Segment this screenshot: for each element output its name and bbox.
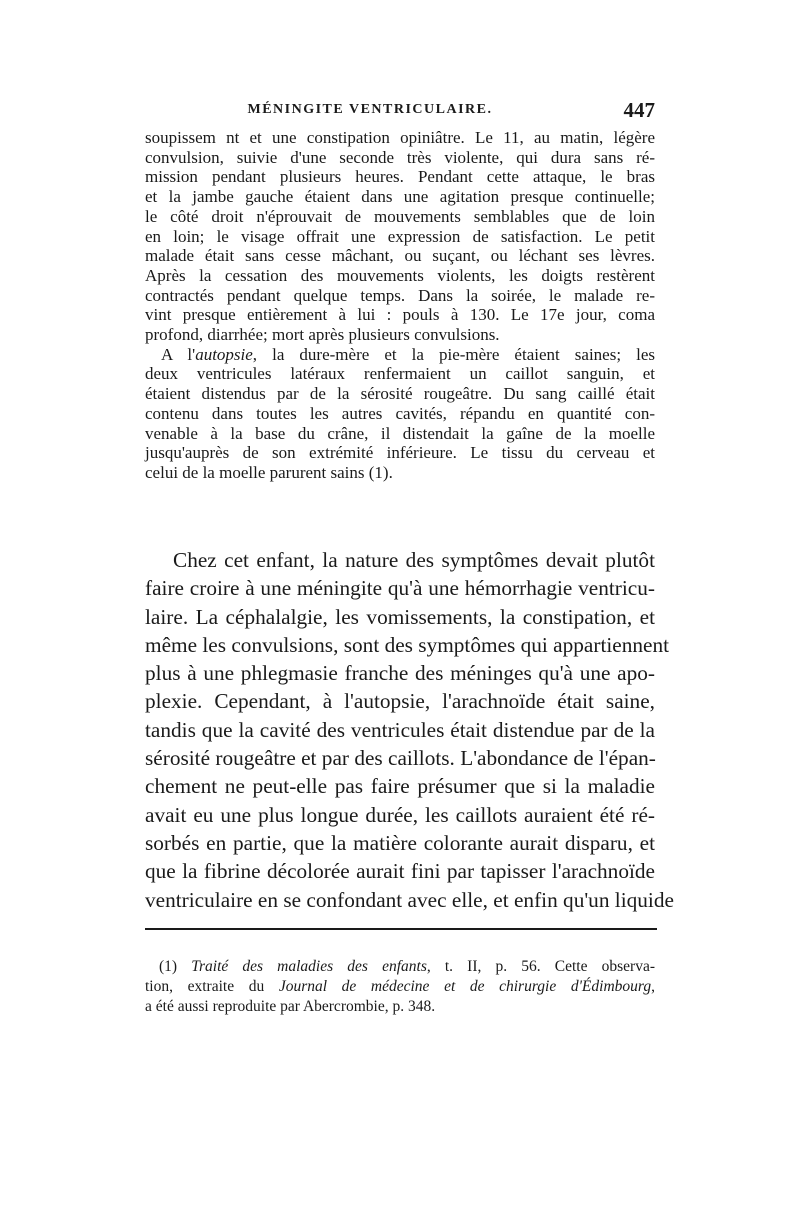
autopsy-intro: A l' <box>161 344 196 364</box>
text-line: celui de la moelle parurent sains (1). <box>145 462 393 482</box>
running-head <box>145 98 655 124</box>
text-line: même les convulsions, sont des symptômes qui appartiennent <box>145 632 670 657</box>
text-line: plexie. Cependant, à l'autopsie, l'arachnoïde était saine, <box>145 689 655 714</box>
text-line: malade était sans cesse mâchant, ou suçant, ou léchant ses lèvres. <box>145 246 655 266</box>
footnote-title: Traité des maladies des enfants <box>191 958 427 975</box>
autopsy-word: autopsie <box>195 344 253 364</box>
text-line: que la fibrine décolorée aurait fini par tapisser l'arachnoïde <box>145 859 655 884</box>
text-line: contenu dans toutes les autres cavités, répandu en quantité con- <box>145 403 655 423</box>
text-line: avait eu une plus longue durée, les caillots auraient été ré- <box>145 802 655 827</box>
footnote-reference: , t. II, p. 56. Cette observa- <box>426 958 655 975</box>
text-line: le côté droit n'éprouvait de mouvements semblables que de loin <box>145 206 655 226</box>
text-line: étaient distendus par de la sérosité rougeâtre. Du sang caillé était <box>145 384 655 404</box>
running-title: MÉNINGITE VENTRICULAIRE. <box>247 102 493 117</box>
text-line: tandis que la cavité des ventricules était distendue par de la <box>145 717 655 742</box>
autopsy-rest: , la dure-mère et la pie-mère étaient saines; les <box>252 344 656 364</box>
footnote-journal: Journal de médecine et de chirurgie d'Édimbourg <box>278 978 652 995</box>
footnote-rule <box>145 928 657 930</box>
text-line: sérosité rougeâtre et par des caillots. L'abondance de l'épan- <box>145 746 656 771</box>
text-line: sorbés en partie, que la matière colorante aurait disparu, et <box>145 830 655 855</box>
text-line: ventriculaire en se confondant avec elle, et enfin qu'un liquide <box>145 887 674 912</box>
commentary-paragraph <box>145 546 674 914</box>
text-line: faire croire à une méningite qu'à une hémorrhagie ventricu- <box>145 576 655 601</box>
text-line: vint presque entièrement à lui : pouls à 130. Le 17e jour, coma <box>145 305 655 325</box>
text-line: contractés pendant quelque temps. Dans la soirée, le malade re- <box>145 285 655 305</box>
case-observation <box>145 128 655 483</box>
footnote <box>145 957 655 1017</box>
text-line: convulsion, suivie d'une seconde très violente, qui dura sans ré- <box>145 147 655 167</box>
text-line: Après la cessation des mouvements violents, les doigts restèrent <box>145 265 655 285</box>
autopsy-first-line <box>145 345 655 365</box>
footnote-line <box>145 957 655 977</box>
footnote-marker: (1) <box>159 958 178 975</box>
text-line: en loin; le visage offrait une expression de satisfaction. Le petit <box>145 226 655 246</box>
footnote-line <box>145 977 655 997</box>
text-line: chement ne peut-elle pas faire présumer que si la maladie <box>145 774 655 799</box>
text-line: mission pendant plusieurs heures. Pendant cette attaque, le bras <box>145 167 655 187</box>
text-line: jusqu'auprès de son extrémité inférieure. Le tissu du cerveau et <box>145 443 655 463</box>
footnote-line: a été aussi reproduite par Abercrombie, p. 348. <box>145 998 436 1015</box>
footnote-text: tion, extraite du <box>145 978 279 995</box>
text-line: laire. La céphalalgie, les vomissements, la constipation, et <box>145 604 655 629</box>
page-number: 447 <box>623 98 655 122</box>
text-line: deux ventricules latéraux renfermaient un caillot sanguin, et <box>145 364 655 384</box>
text-line: profond, diarrhée; mort après plusieurs convulsions. <box>145 325 500 345</box>
footnote-text: , <box>651 978 655 995</box>
text-line: et la jambe gauche étaient dans une agitation presque continuelle; <box>145 187 655 207</box>
text-line: soupissem nt et une constipation opiniâtre. Le 11, au matin, légère <box>145 128 655 147</box>
text-line: Chez cet enfant, la nature des symptômes devait plutôt <box>173 548 655 572</box>
text-line: venable à la base du crâne, il distendait la gaîne de la moelle <box>145 423 655 443</box>
text-line: plus à une phlegmasie franche des méninges qu'à une apo- <box>145 661 655 686</box>
